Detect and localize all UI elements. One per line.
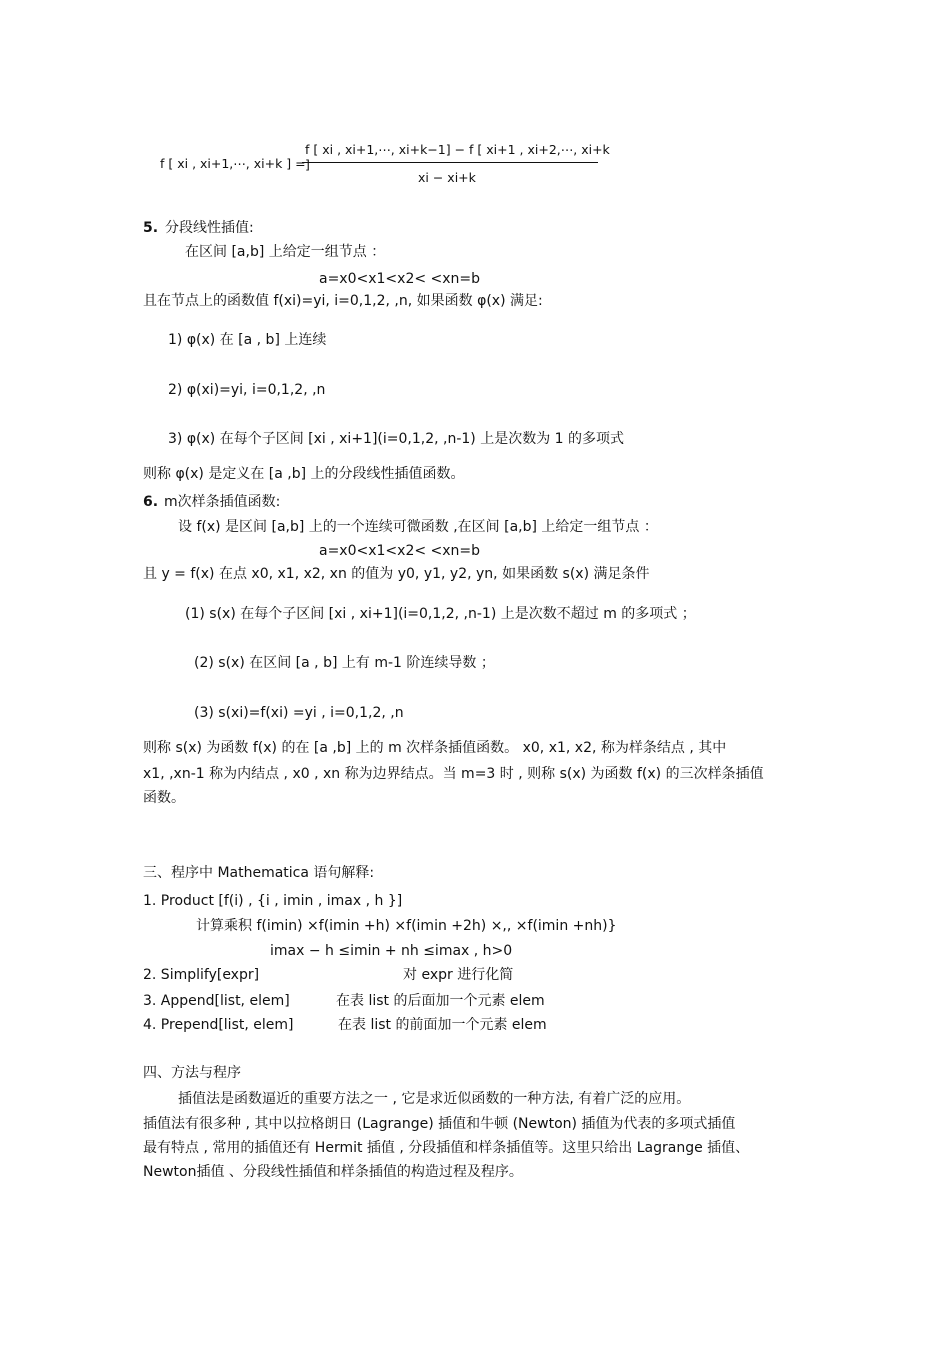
formula-denominator: xi − xi+k bbox=[418, 170, 476, 185]
section-6-nodes: a=x0<x1<x2< <xn=b bbox=[319, 543, 481, 559]
section-5-nodes: a=x0<x1<x2< <xn=b bbox=[319, 271, 481, 287]
section-6-conclusion-line-1: 则称 s(x) 为函数 f(x) 的在 [a ,b] 上的 m 次样条插值函数。 x0, x1, x2, 称为样条结点 , 其中 bbox=[143, 740, 727, 756]
section-6-title: m次样条插值函数: bbox=[164, 494, 281, 510]
fraction-bar bbox=[302, 162, 598, 163]
section-6-item-2: (2) s(x) 在区间 [a , b] 上有 m-1 阶连续导数 ； bbox=[194, 655, 495, 671]
formula-numerator: f [ xi , xi+1,⋯, xi+k−1] − f [ xi+1 , xi+2,⋯, xi+k ] bbox=[305, 142, 610, 172]
divided-difference-formula bbox=[160, 140, 610, 192]
section-6-number: 6. bbox=[143, 494, 159, 510]
section-6-item-3: (3) s(xi)=f(xi) =yi , i=0,1,2, ,n bbox=[194, 705, 404, 721]
section-5-number: 5. bbox=[143, 220, 159, 236]
section-6-conclusion-line-3: 函数。 bbox=[143, 790, 185, 806]
section-3-item-3: 3. Append[list, elem] bbox=[143, 993, 290, 1009]
section-6-condition: 且 y = f(x) 在点 x0, x1, x2, xn 的值为 y0, y1, y2, yn, 如果函数 s(x) 满足条件 bbox=[143, 566, 650, 582]
section-3-item-1: 1. Product [f(i) , {i , imin , imax , h }] bbox=[143, 893, 403, 909]
section-6-conclusion-line-2: x1, ,xn-1 称为内结点 , x0 , xn 称为边界结点。当 m=3 时 , 则称 s(x) 为函数 f(x) 的三次样条插值 bbox=[143, 766, 764, 782]
section-5-intro: 在区间 [a,b] 上给定一组节点 ： bbox=[185, 244, 386, 260]
section-3-item-2-desc: 对 expr 进行化简 bbox=[403, 967, 514, 983]
section-5-item-2: 2) φ(xi)=yi, i=0,1,2, ,n bbox=[168, 382, 326, 398]
section-3-item-4-desc: 在表 list 的前面加一个元素 elem bbox=[338, 1017, 547, 1033]
section-3-title: 三、程序中 Mathematica 语句解释: bbox=[143, 865, 375, 881]
section-4-paragraph-line-2: 插值法有很多种 , 其中以拉格朗日 (Lagrange) 插值和牛顿 (Newton) 插值为代表的多项式插值 bbox=[143, 1116, 736, 1132]
section-5-item-3: 3) φ(x) 在每个子区间 [xi , xi+1](i=0,1,2, ,n-1) 上是次数为 1 的多项式 bbox=[168, 431, 625, 447]
section-4-paragraph-line-3: 最有特点 , 常用的插值还有 Hermit 插值 , 分段插值和样条插值等。这里只给出 Lagrange 插值、 bbox=[143, 1140, 750, 1156]
section-4-paragraph-line-1: 插值法是函数逼近的重要方法之一 , 它是求近似函数的一种方法, 有着广泛的应用。 bbox=[178, 1091, 691, 1107]
section-5-condition: 且在节点上的函数值 f(xi)=yi, i=0,1,2, ,n, 如果函数 φ(x) 满足: bbox=[143, 293, 543, 309]
section-3-item-2: 2. Simplify[expr] bbox=[143, 967, 260, 983]
section-5-conclusion: 则称 φ(x) 是定义在 [a ,b] 上的分段线性插值函数。 bbox=[143, 466, 465, 482]
section-6-intro: 设 f(x) 是区间 [a,b] 上的一个连续可微函数 ,在区间 [a,b] 上给定一组节点 ： bbox=[178, 519, 658, 535]
section-3-item-1-desc: 计算乘积 f(imin) ×f(imin +h) ×f(imin +2h) ×,, ×f(imin +nh)} bbox=[196, 918, 617, 934]
section-5-title: 分段线性插值: bbox=[165, 220, 254, 236]
section-6-item-1: (1) s(x) 在每个子区间 [xi , xi+1](i=0,1,2, ,n-1) 上是次数不超过 m 的多项式 ； bbox=[185, 606, 696, 622]
section-4-paragraph-line-4: Newton插值 、分段线性插值和样条插值的构造过程及程序。 bbox=[143, 1164, 523, 1180]
section-3-item-3-desc: 在表 list 的后面加一个元素 elem bbox=[336, 993, 545, 1009]
section-4-title: 四、方法与程序 bbox=[143, 1065, 241, 1081]
section-5-item-1: 1) φ(x) 在 [a , b] 上连续 bbox=[168, 332, 327, 348]
formula-lhs: f [ xi , xi+1,⋯, xi+k ] = bbox=[160, 156, 306, 171]
section-3-item-4: 4. Prepend[list, elem] bbox=[143, 1017, 294, 1033]
section-3-item-1-constraint: imax − h ≤imin + nh ≤imax , h>0 bbox=[270, 943, 513, 959]
